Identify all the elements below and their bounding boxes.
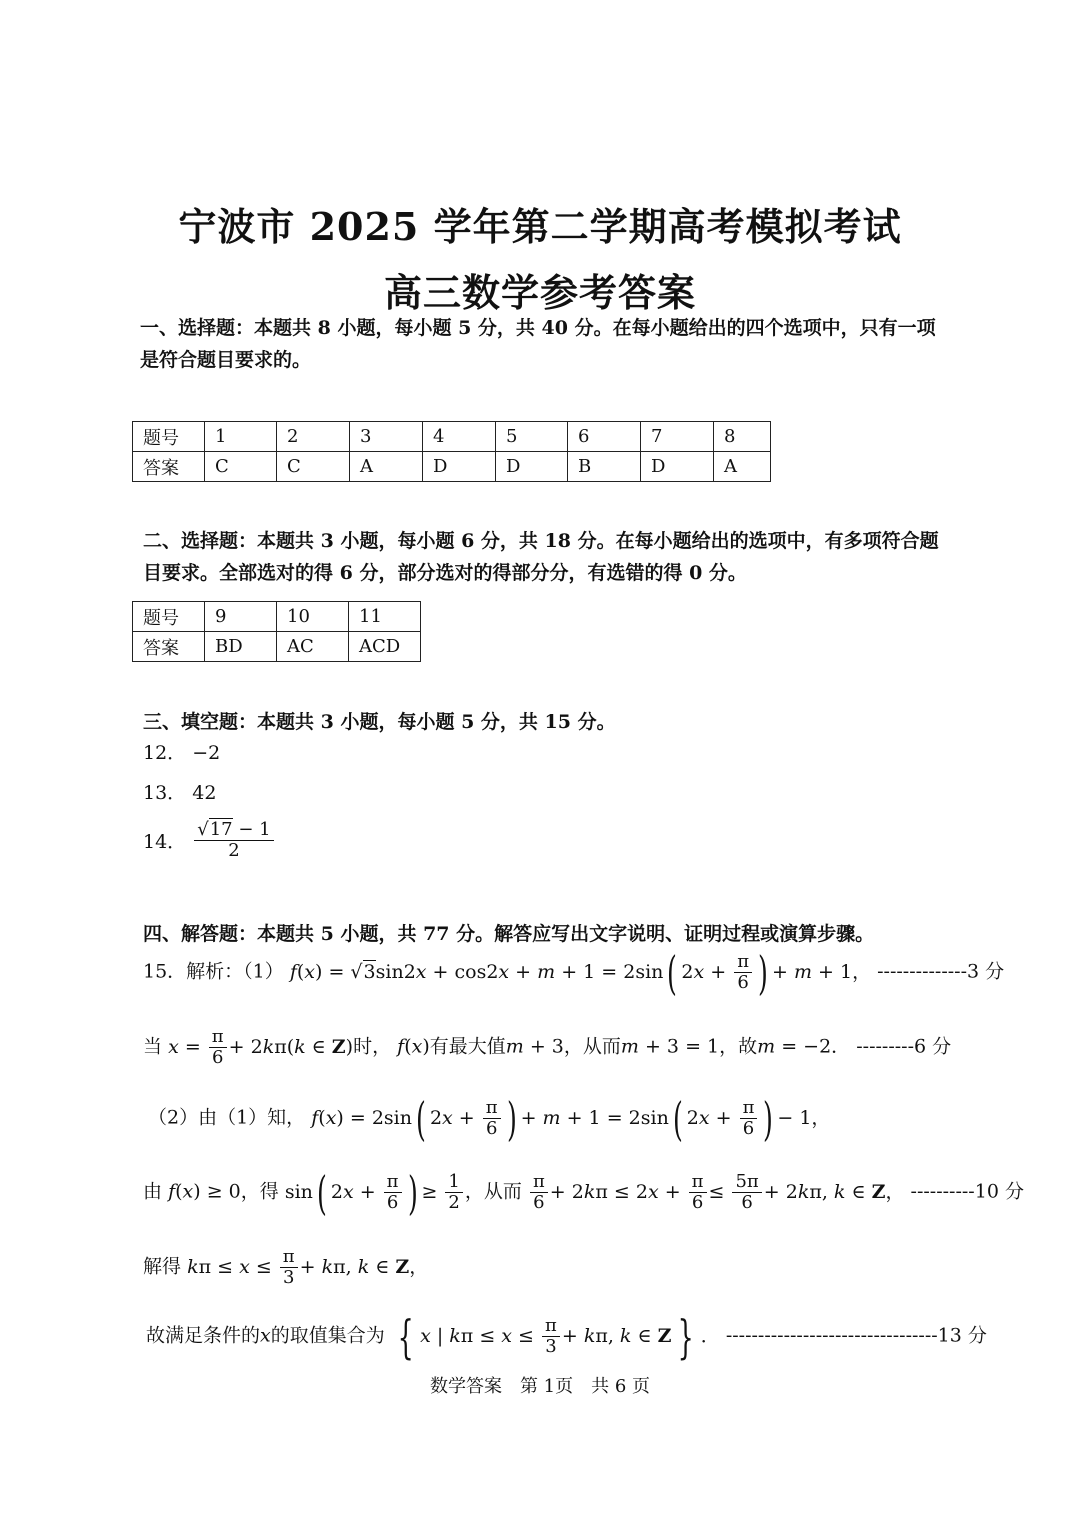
section1-heading: 一、选择题：本题共 8 小题，每小题 5 分，共 40 分。在每小题给出的四个选项中，只有一项是符合题目要求的。 xyxy=(140,317,936,371)
q15-line1 xyxy=(143,945,1005,1000)
text: 时， xyxy=(353,1035,392,1058)
q15-line4 xyxy=(143,1165,1024,1220)
table-cell: 9 xyxy=(205,602,277,632)
table-cell: 2 xyxy=(277,422,350,452)
answer-label: 13． xyxy=(143,782,187,804)
q15-line6 xyxy=(146,1309,987,1364)
table-header-cell: 题号 xyxy=(133,602,205,632)
page-subtitle: 高三数学参考答案 xyxy=(383,270,696,315)
formula: { x | kπ ≤ x ≤ $\frac{\pi}{3}$ + kπ, k ∈ Z } ． xyxy=(397,1309,720,1364)
table-row xyxy=(133,452,771,482)
sqrt-radicand: 17 xyxy=(209,819,233,840)
section4-heading: 四、解答题：本题共 5 小题，共 77 分。解答应写出文字说明、证明过程或演算步骤。 xyxy=(143,923,875,945)
text: ，得 xyxy=(240,1180,279,1203)
table-cell: 11 xyxy=(349,602,421,632)
text: 当 xyxy=(143,1035,163,1058)
formula: f(x) xyxy=(397,1035,430,1058)
table-cell: ACD xyxy=(349,632,421,662)
answer-label: 12． xyxy=(143,742,187,764)
text: 有最大值 xyxy=(429,1035,506,1058)
text: ，从而 xyxy=(464,1180,522,1203)
score-mark: ---------6 分 xyxy=(856,1035,952,1058)
q15-intro: 15．解析：（1） xyxy=(143,960,284,983)
answer-14 xyxy=(143,820,276,861)
table-header-cell: 答案 xyxy=(133,632,205,662)
table-cell: AC xyxy=(277,632,349,662)
formula: f(x) ≥ 0 xyxy=(168,1180,241,1203)
answer-12 xyxy=(143,738,220,765)
page-title: 宁波市 2025 学年第二学期高考模拟考试 xyxy=(178,204,902,249)
score-mark: --------------3 分 xyxy=(877,960,1005,983)
answer-value: 42 xyxy=(192,782,217,804)
section1-answer-table xyxy=(132,421,771,482)
page-footer: 数学答案 第 1页 共 6 页 xyxy=(429,1376,651,1397)
score-mark: ----------10 分 xyxy=(910,1180,1024,1203)
section2-answer-table xyxy=(132,601,421,662)
score-mark: ---------------------------------13 分 xyxy=(725,1324,987,1347)
denominator: 2 xyxy=(228,840,240,861)
table-cell: 7 xyxy=(641,422,714,452)
text: ，从而 xyxy=(563,1035,621,1058)
table-cell: 6 xyxy=(568,422,641,452)
formula: $\frac{\pi}{6}$ + 2kπ ≤ 2x + $\frac{\pi}{6}$ ≤ $\frac{5\pi}{6}$ + 2kπ, k ∈ Z， xyxy=(528,1181,905,1203)
table-row xyxy=(133,602,421,632)
table-cell: 10 xyxy=(277,602,349,632)
formula: x = $\frac{\pi}{6}$ + 2kπ(k ∈ Z) xyxy=(168,1026,354,1068)
table-row xyxy=(133,632,421,662)
table-cell: 1 xyxy=(205,422,277,452)
table-cell: 3 xyxy=(350,422,423,452)
answer-13 xyxy=(143,778,216,805)
q15-line5 xyxy=(143,1247,428,1288)
formula: f(x) = √3sin2x + cos2x + m + 1 = 2sin( 2x + $\frac{\pi}{6}$ ) + m + 1， xyxy=(289,945,872,1000)
table-cell: A xyxy=(714,452,771,482)
table-cell: A xyxy=(350,452,423,482)
table-cell: B xyxy=(568,452,641,482)
formula: m + 3 = 1 xyxy=(620,1035,720,1058)
formula: m + 3 xyxy=(505,1035,564,1058)
text: ，故 xyxy=(719,1035,758,1058)
section2-heading: 二、选择题：本题共 3 小题，每小题 6 分，共 18 分。在每小题给出的选项中，有多项符合题目要求。全部选对的得 6 分，部分选对的得部分分，有选错的得 0 分。 xyxy=(143,530,939,584)
table-cell: D xyxy=(641,452,714,482)
answer-label: 14． xyxy=(143,831,187,853)
table-cell: BD xyxy=(205,632,277,662)
formula: kπ ≤ x ≤ $\frac{\pi}{3}$ + kπ, k ∈ Z， xyxy=(187,1246,429,1288)
text: 的取值集合为 xyxy=(270,1324,385,1347)
answer-value: −2 xyxy=(192,742,221,764)
q15-line2 xyxy=(143,1027,951,1068)
formula: m = −2． xyxy=(757,1035,851,1058)
q15-line3 xyxy=(148,1091,831,1146)
table-cell: D xyxy=(496,452,568,482)
table-header-cell: 题号 xyxy=(133,422,205,452)
table-cell: C xyxy=(277,452,350,482)
formula: sin( 2x + $\frac{\pi}{6}$ ) ≥ $\frac{1}{2}$ xyxy=(285,1181,465,1203)
formula: x xyxy=(260,1324,271,1347)
text: 解得 xyxy=(143,1255,182,1278)
sqrt-symbol: √ xyxy=(197,819,209,840)
numerator-rest: − 1 xyxy=(232,819,271,840)
table-cell: C xyxy=(205,452,277,482)
answer-fraction xyxy=(194,820,273,861)
section3-heading: 三、填空题：本题共 3 小题，每小题 5 分，共 15 分。 xyxy=(143,711,616,733)
table-cell: D xyxy=(423,452,496,482)
text: （2）由（1）知， xyxy=(148,1106,306,1129)
table-cell: 4 xyxy=(423,422,496,452)
table-header-cell: 答案 xyxy=(133,452,205,482)
table-cell: 5 xyxy=(496,422,568,452)
text: 故满足条件的 xyxy=(146,1324,261,1347)
table-row xyxy=(133,422,771,452)
formula: f(x) = 2sin( 2x + $\frac{\pi}{6}$ ) + m + 1 = 2sin( 2x + $\frac{\pi}{6}$ ) − 1， xyxy=(311,1091,831,1146)
table-cell: 8 xyxy=(714,422,771,452)
text: 由 xyxy=(143,1180,163,1203)
